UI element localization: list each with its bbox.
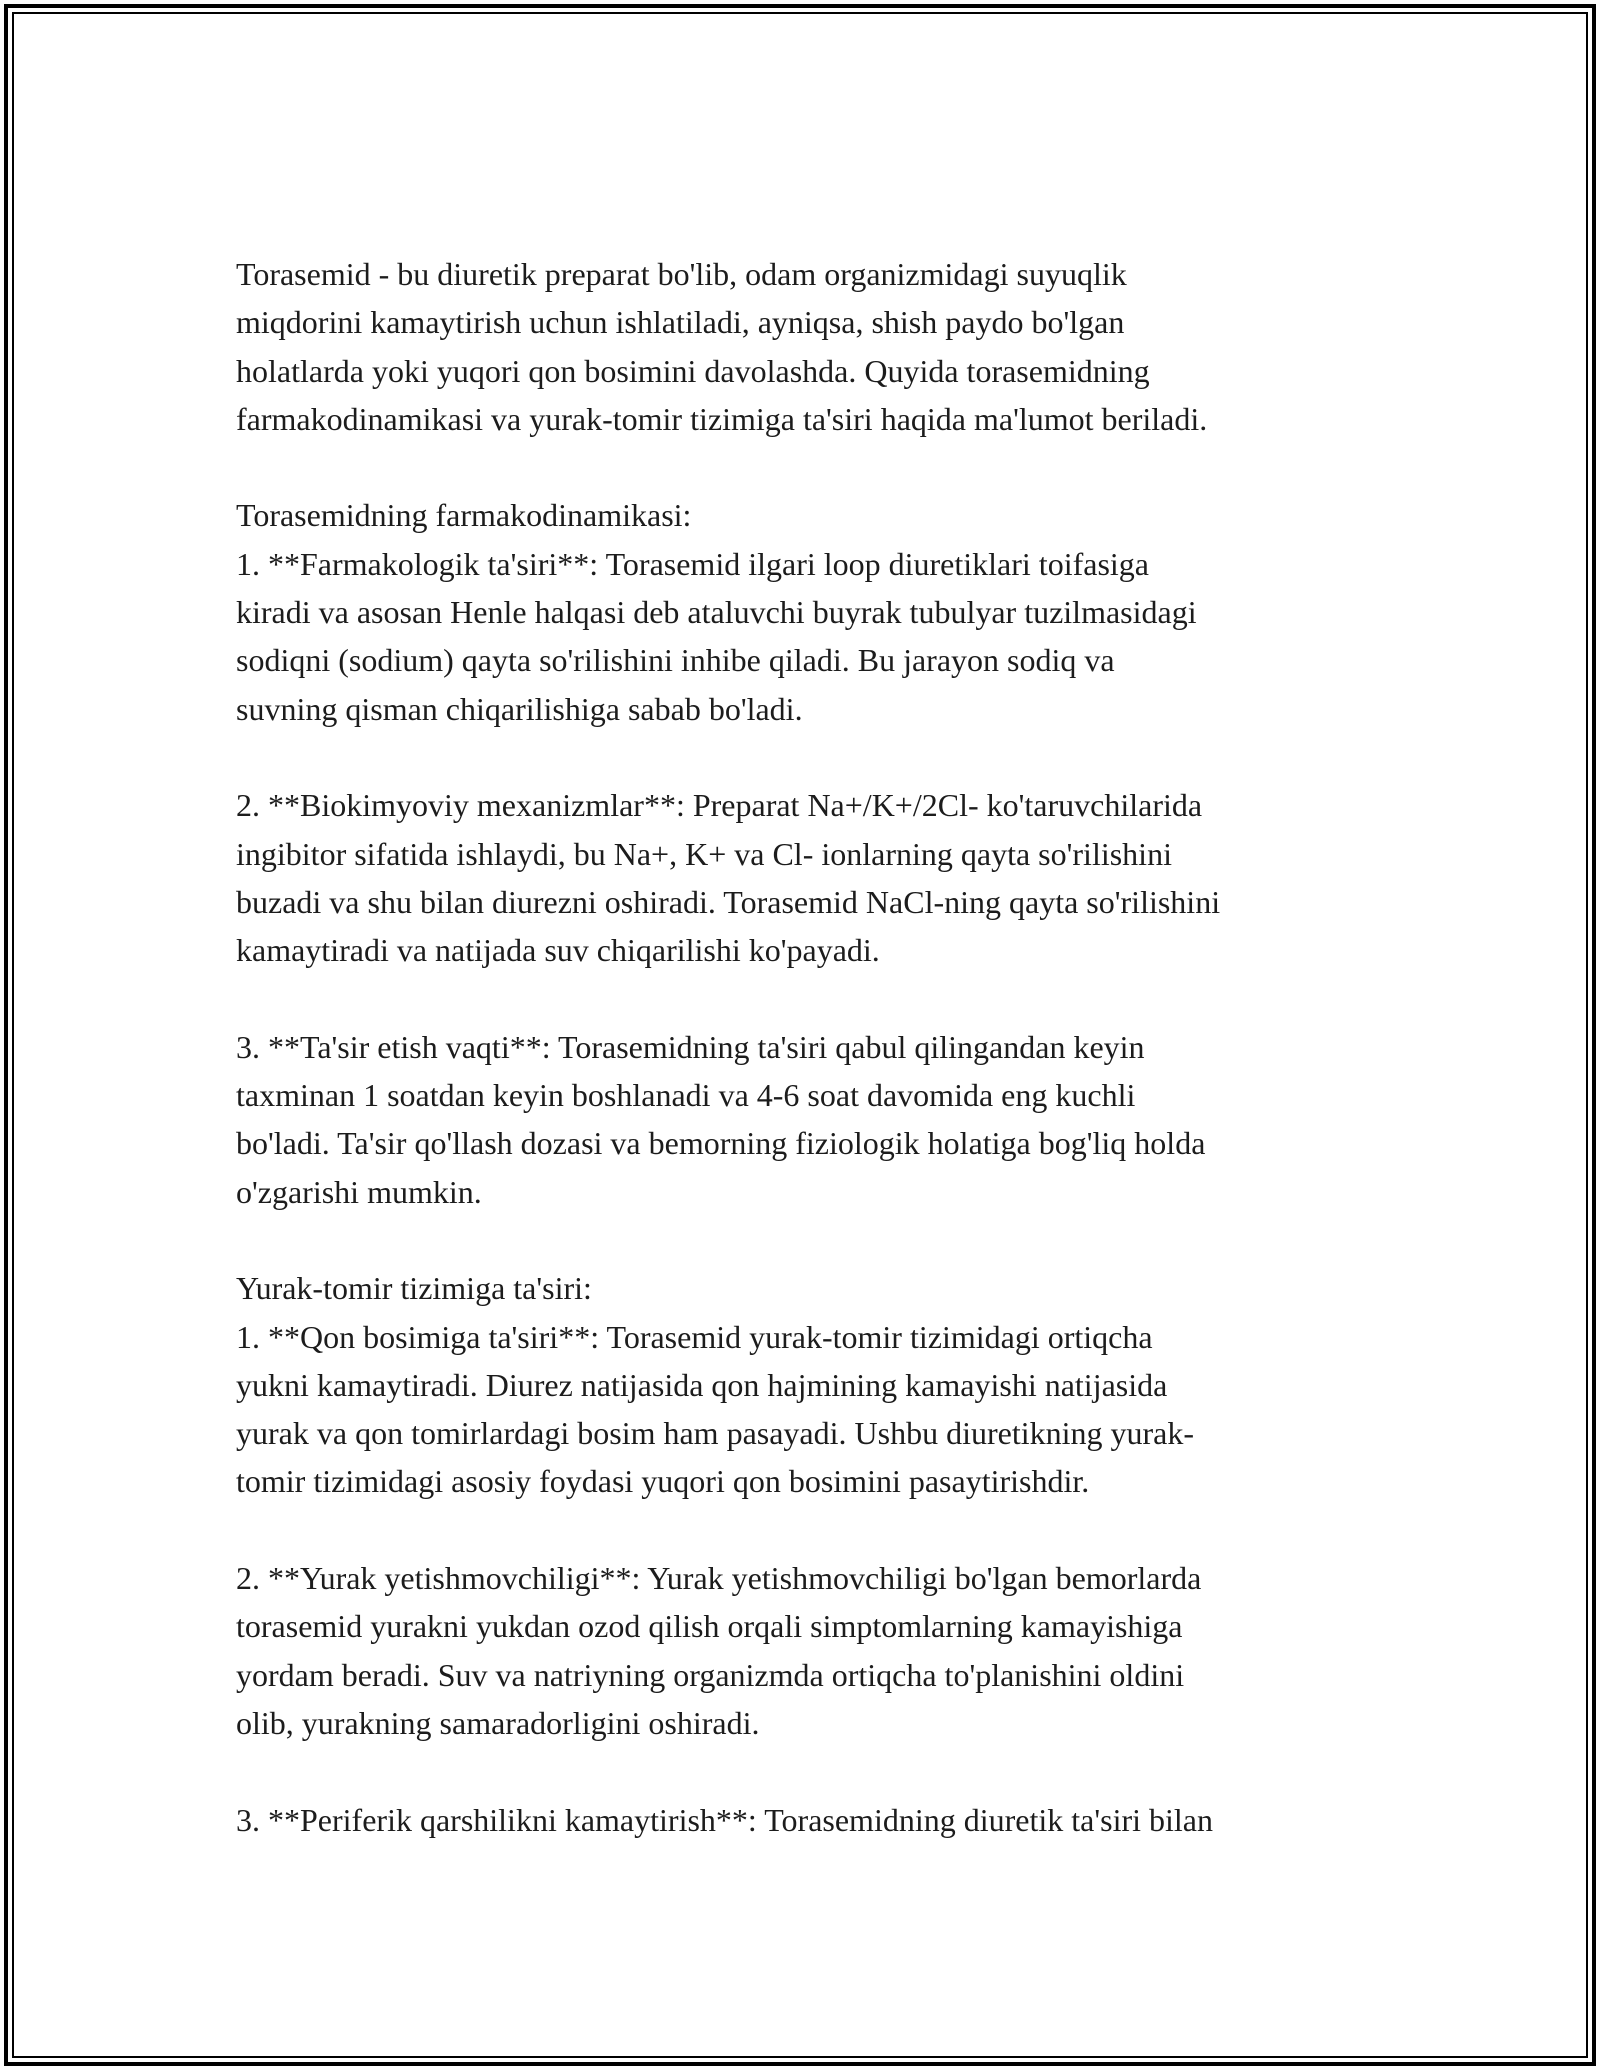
- text-line: kamaytiradi va natijada suv chiqarilishi ko'payadi.: [236, 932, 880, 969]
- paragraph-gap: [236, 1216, 1376, 1264]
- text-line: holatlarda yoki yuqori qon bosimini davolashda. Quyida torasemidning: [236, 352, 1150, 389]
- text-line: miqdorini kamaytirish uchun ishlatiladi, ayniqsa, shish paydo bo'lgan: [236, 304, 1125, 341]
- paragraph-gap: [236, 974, 1376, 1022]
- section-heading: Yurak-tomir tizimiga ta'siri:: [236, 1270, 592, 1307]
- text-line: suvning qisman chiqarilishiga sabab bo'ladi.: [236, 690, 803, 727]
- text-line: yordam beradi. Suv va natriyning organizmda ortiqcha to'planishini oldini: [236, 1656, 1185, 1693]
- text-line: 2. **Yurak yetishmovchiligi**: Yurak yetishmovchiligi bo'lgan bemorlarda: [236, 1560, 1202, 1597]
- text-line: 3. **Ta'sir etish vaqti**: Torasemidning ta'siri qabul qilingandan keyin: [236, 1028, 1145, 1065]
- text-line: buzadi va shu bilan diurezni oshiradi. Torasemid NaCl-ning qayta so'rilishini: [236, 883, 1221, 920]
- paragraph-gap: [236, 1506, 1376, 1554]
- paragraph-gap: [236, 1747, 1376, 1795]
- text-line: olib, yurakning samaradorligini oshiradi.: [236, 1704, 760, 1741]
- text-line: 1. **Qon bosimiga ta'siri**: Torasemid yurak-tomir tizimidagi ortiqcha: [236, 1318, 1153, 1355]
- text-line: torasemid yurakni yukdan ozod qilish orqali simptomlarning kamayishiga: [236, 1608, 1183, 1645]
- text-line: o'zgarishi mumkin.: [236, 1173, 482, 1210]
- text-line: Torasemid - bu diuretik preparat bo'lib, odam organizmidagi suyuqlik: [236, 256, 1127, 292]
- paragraph-gap: [236, 443, 1376, 491]
- text-line: yukni kamaytiradi. Diurez natijasida qon hajmining kamayishi natijasida: [236, 1366, 1168, 1403]
- text-line: bo'ladi. Ta'sir qo'llash dozasi va bemorning fiziologik holatiga bog'liq holda: [236, 1125, 1206, 1162]
- text-line: tomir tizimidagi asosiy foydasi yuqori qon bosimini pasaytirishdir.: [236, 1463, 1090, 1500]
- text-line: ingibitor sifatida ishlaydi, bu Na+, K+ va Cl- ionlarning qayta so'rilishini: [236, 835, 1172, 872]
- text-line: farmakodinamikasi va yurak-tomir tizimiga ta'siri haqida ma'lumot beriladi.: [236, 400, 1208, 437]
- text-line: 3. **Periferik qarshilikni kamaytirish**: Torasemidning diuretik ta'siri bilan: [236, 1801, 1213, 1838]
- text-line: sodiqni (sodium) qayta so'rilishini inhibe qiladi. Bu jarayon sodiq va: [236, 642, 1115, 679]
- text-line: kiradi va asosan Henle halqasi deb ataluvchi buyrak tubulyar tuzilmasidagi: [236, 594, 1197, 631]
- text-line: yurak va qon tomirlardagi bosim ham pasayadi. Ushbu diuretikning yurak-: [236, 1415, 1195, 1452]
- text-line: 1. **Farmakologik ta'siri**: Torasemid ilgari loop diuretiklari toifasiga: [236, 545, 1149, 582]
- paragraph-gap: [236, 733, 1376, 781]
- document-body: [236, 250, 1376, 1844]
- text-line: taxminan 1 soatdan keyin boshlanadi va 4-6 soat davomida eng kuchli: [236, 1077, 1136, 1114]
- text-line: 2. **Biokimyoviy mexanizmlar**: Preparat Na+/K+/2Cl- ko'taruvchilarida: [236, 787, 1203, 824]
- section-heading: Torasemidning farmakodinamikasi:: [236, 497, 692, 534]
